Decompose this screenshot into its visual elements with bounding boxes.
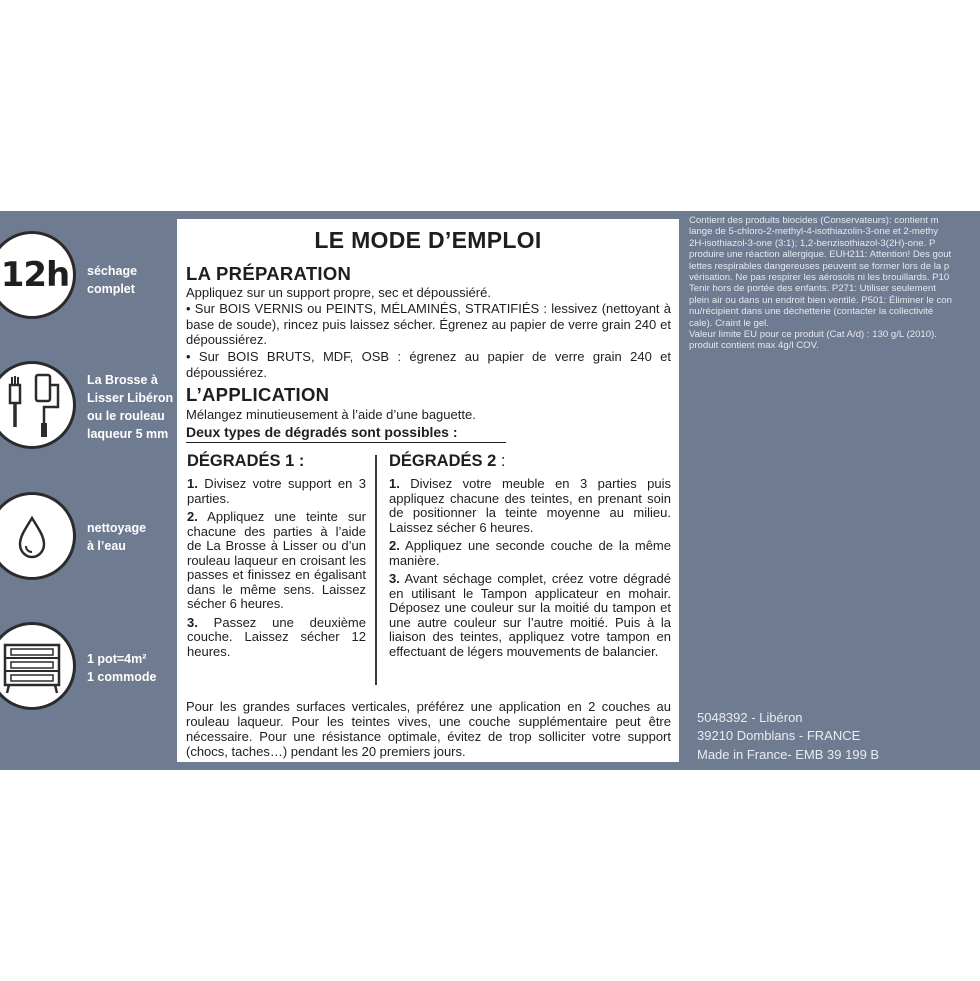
gradient-2-title — [389, 452, 505, 471]
gradient-2-title-text: DÉGRADÉS 2 — [389, 452, 497, 470]
water-drop-icon — [0, 492, 76, 580]
step-number: 2. — [187, 509, 198, 524]
step-text: Appliquez une seconde couche de la même manière. — [389, 538, 671, 568]
dresser-icon — [0, 622, 76, 710]
legal-line: 2H-isothiazol-3-one (3:1); 1,2-benzisothiazol-3(2H)-one. P — [689, 237, 936, 249]
gradient-1-title: DÉGRADÉS 1 : — [187, 452, 305, 470]
step-number: 1. — [389, 476, 400, 491]
manufacturer-address — [697, 709, 879, 764]
step-text: Appliquez une teinte sur chacune des parties à l’aide de La Brosse à Lisser ou d’un rouleau laqueur en croisant les passes et finissez en égalisant dans le même sens. Laissez sécher 6 heures. — [187, 509, 366, 611]
gradient-2-step — [389, 477, 671, 535]
feature-cleaning-text — [87, 519, 175, 555]
legal-line: cale). Craint le gel. — [689, 317, 769, 329]
feature-tools-text — [87, 371, 175, 443]
instructions-panel — [177, 219, 679, 762]
gradient-2-steps — [389, 477, 671, 663]
legal-text — [689, 215, 980, 352]
feature-column — [0, 211, 175, 770]
feature-drying-text — [87, 262, 175, 298]
step-text: Avant séchage complet, créez votre dégradé en utilisant le Tampon applicateur en mohair. Déposez une couleur sur la moitié du tampon et une autre couleur sur l’autre moitié. Puis à la liaison des teintes, appliquez votre tampon en effectuant de légers mouvements de balancier. — [389, 571, 671, 659]
application-intro: Mélangez minutieusement à l’aide d’une baguette. — [186, 407, 476, 422]
feature-line: séchage — [87, 264, 138, 278]
step-text: Passez une deuxième couche. Laissez sécher 12 heures. — [187, 614, 366, 659]
feature-coverage-text — [87, 650, 175, 686]
address-line: 39210 Domblans - FRANCE — [697, 728, 861, 744]
feature-line: à l’eau — [87, 539, 126, 553]
drying-time: 12h — [0, 255, 70, 295]
preparation-intro: Appliquez sur un support propre, sec et dépoussiéré. — [186, 285, 491, 300]
preparation-heading: LA PRÉPARATION — [186, 263, 352, 284]
step-text: Divisez votre support en 3 parties. — [187, 476, 366, 506]
step-number: 2. — [389, 538, 400, 553]
feature-line: Lisser Libéron — [87, 391, 174, 405]
panel-title: LE MODE D’EMPLOI — [314, 227, 542, 253]
feature-line: laqueur 5 mm — [87, 427, 169, 441]
address-line: Made in France- EMB 39 199 B — [697, 746, 880, 762]
clock-12h-icon — [0, 231, 76, 319]
feature-line: La Brosse à — [87, 373, 158, 387]
brush-roller-icon — [0, 361, 76, 449]
address-line: 5048392 - Libéron — [697, 710, 803, 725]
legal-line: produire une réaction allergique. EUH211: Attention! Des gout — [689, 249, 952, 261]
gradient-2-step — [389, 572, 671, 659]
dresser-icon-graphic — [0, 631, 67, 701]
feature-line: ou le rouleau — [87, 409, 165, 423]
gradient-2-title-colon: : — [496, 452, 506, 470]
feature-line: 1 pot=4m² — [87, 652, 147, 666]
legal-line: Tenir hors de portée des enfants. P271: Utiliser seulement — [689, 283, 936, 295]
step-number: 1. — [187, 476, 198, 491]
legal-line: produit contient max 4g/l COV. — [689, 340, 819, 352]
feature-line: nettoyage — [87, 521, 147, 535]
preparation-bullet: • Sur BOIS VERNIS ou PEINTS, MÉLAMINÉS, STRATIFIÉS : lessivez (nettoyant à base de soude), rincez puis laissez sécher. Égrenez au papier de verre grain 240 et dépoussiérez. — [186, 301, 671, 347]
application-heading: L’APPLICATION — [186, 384, 330, 405]
gradient-types-subtitle: Deux types de dégradés sont possibles : — [186, 424, 506, 443]
legal-line: vérisation. Ne pas respirer les aérosols ni les brouillards. P10 — [689, 272, 950, 284]
legal-line: Valeur limite EU pour ce produit (Cat A/d) : 130 g/L (2010). — [689, 329, 937, 341]
gradient-2-step — [389, 539, 671, 568]
gradient-1-step — [187, 510, 366, 612]
step-number: 3. — [187, 614, 198, 630]
column-divider — [375, 455, 377, 685]
water-drop-icon-graphic — [2, 506, 62, 566]
step-text: Divisez votre meuble en 3 parties puis appliquez chacune des teintes, en prenant soin de positionner la teinte moyenne au milieu. Laissez sécher 6 heures. — [389, 476, 671, 535]
gradient-1-steps — [187, 477, 366, 663]
panel-footer-note: Pour les grandes surfaces verticales, préférez une application en 2 couches au rouleau laqueur. Pour les teintes vives, une couche supplémentaire peut être nécessaire. Pour une résistance optimale, évitez de trop solliciter votre support (chocs, taches…) pendant les 20 premiers jours. — [186, 699, 671, 759]
preparation-bullet: • Sur BOIS BRUTS, MDF, OSB : égrenez au papier de verre grain 240 et dépoussiérez. — [186, 349, 671, 380]
gradient-1-step — [187, 477, 366, 506]
legal-line: lange de 5-chloro-2-methyl-4-isothiazolin-3-one et 2-methy — [689, 226, 939, 238]
legal-line: nu/récipient dans une déchetterie (contacter la collectivité — [689, 306, 934, 318]
product-label — [0, 211, 980, 770]
legal-line: lettes respirables dangereuses peuvent se former lors de la p — [689, 260, 950, 272]
feature-line: 1 commode — [87, 670, 157, 684]
legal-line: Contient des produits biocides (Conservateurs): contient m — [689, 215, 939, 226]
legal-line: plein air ou dans un endroit bien ventilé. P501: Éliminer le con — [689, 294, 952, 306]
feature-line: complet — [87, 282, 135, 296]
step-number: 3. — [389, 571, 400, 586]
gradient-1-step — [187, 616, 366, 660]
brush-roller-icon-graphic — [0, 365, 72, 445]
